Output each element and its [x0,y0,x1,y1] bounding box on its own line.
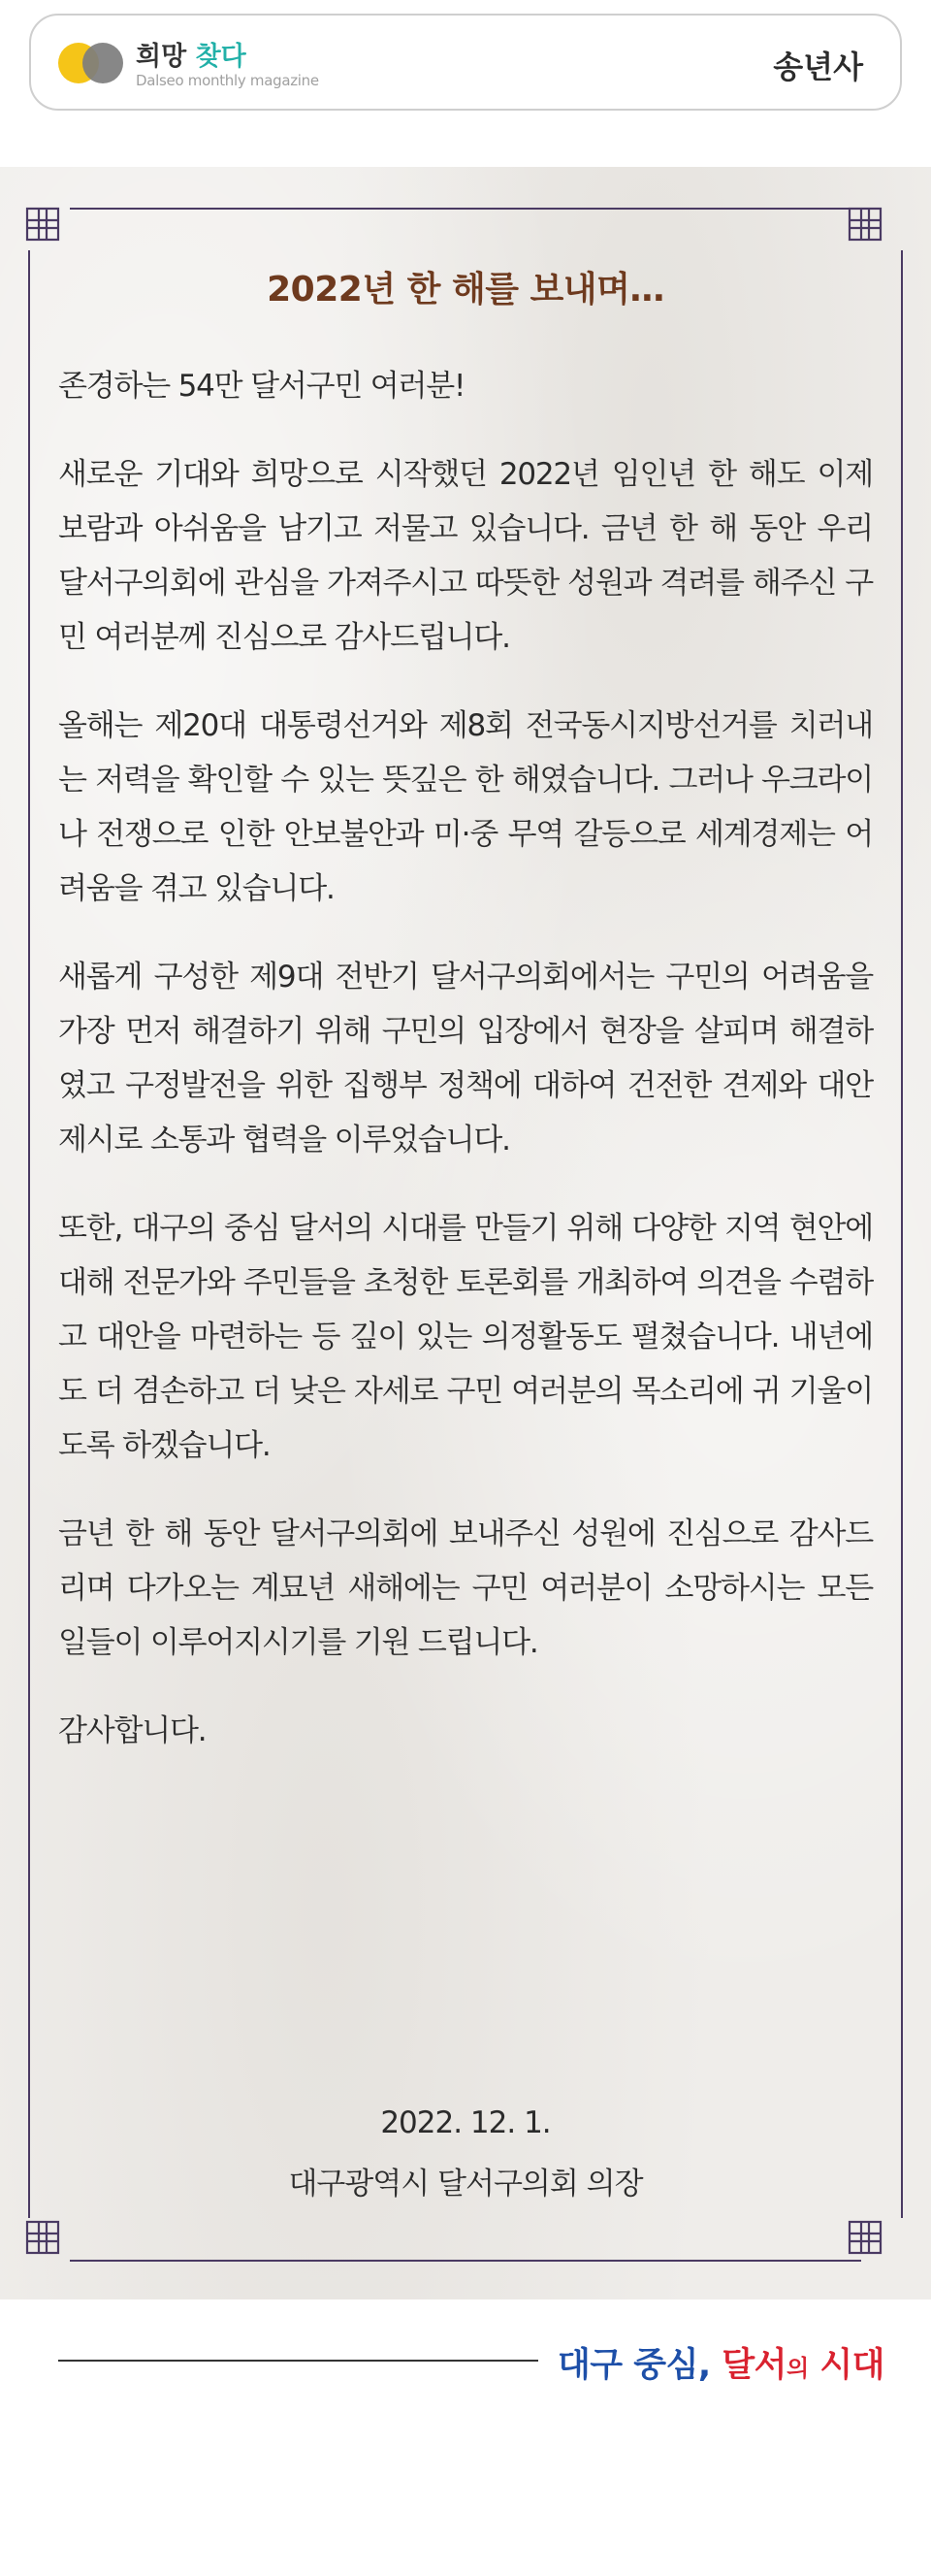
frame-right-line [901,250,903,2218]
corner-ornament-icon [842,2214,888,2261]
letter-date: 2022. 12. 1. [380,2105,551,2140]
footer-slogan [558,2338,884,2387]
logo-gray-circle-icon [82,43,123,83]
logo-title-part-b: 찾다 [195,42,246,72]
letter-paragraph: 새로운 기대와 희망으로 시작했던 2022년 임인년 한 해도 이제 보람과 아쉬움을 남기고 저물고 있습니다. 금년 한 해 동안 우리 달서구의회에 관심을 가져주시고 따뜻한 성원과 격려를 해주신 구민 여러분께 진심으로 감사드립니다. [58,457,873,655]
letter-closing: 감사합니다. [58,1713,207,1748]
slogan-part-b: 달서 [722,2346,787,2385]
letter-greeting: 존경하는 54만 달서구민 여러분! [58,369,466,404]
slogan-part-d: 시대 [819,2346,884,2385]
frame-top-line [70,208,861,210]
frame-left-line [28,250,30,2218]
header-bar [29,14,902,111]
letter-paragraph: 새롭게 구성한 제9대 전반기 달서구의회에서는 구민의 어려움을 가장 먼저 해결하기 위해 구민의 입장에서 현장을 살피며 해결하였고 구정발전을 위한 집행부 정책에 대하여 건전한 견제와 대안제시로 소통과 협력을 이루었습니다. [58,960,873,1158]
corner-ornament-icon [19,201,66,247]
letter-title: 2022년 한 해를 보내며… [267,270,664,310]
slogan-part-a: 대구 중심, [557,2346,711,2385]
footer-divider [58,2360,538,2362]
letter-signer: 대구광역시 달서구의회 의장 [288,2167,643,2201]
slogan-part-c: 의 [787,2355,809,2382]
letter-paragraph: 금년 한 해 동안 달서구의회에 보내주신 성원에 진심으로 감사드리며 다가오는 계묘년 새해에는 구민 여러분이 소망하시는 모든 일들이 이루어지시기를 기원 드립니다. [58,1516,873,1660]
logo-subtitle: Dalseo monthly magazine [136,72,319,89]
section-title: 송년사 [773,49,863,85]
corner-ornament-icon [842,201,888,247]
frame-bottom-line [70,2260,861,2262]
letter-body [58,359,873,1792]
corner-ornament-icon [19,2214,66,2261]
logo-title-part-a: 희망 [136,42,187,72]
letter-paragraph: 또한, 대구의 중심 달서의 시대를 만들기 위해 다양한 지역 현안에 대해 전문가와 주민들을 초청한 토론회를 개최하여 의견을 수렴하고 대안을 마련하는 등 깊이 있는 의정활동도 펼쳤습니다. 내년에도 더 겸손하고 더 낮은 자세로 구민 여러분의 목소리에 귀 기울이도록 하겠습니다. [58,1211,873,1463]
magazine-logo[interactable] [136,35,246,73]
letter-paragraph: 올해는 제20대 대통령선거와 제8회 전국동시지방선거를 치러내는 저력을 확인할 수 있는 뜻깊은 한 해였습니다. 그러나 우크라이나 전쟁으로 인한 안보불안과 미·중 무역 갈등으로 세계경제는 어려움을 겪고 있습니다. [58,708,873,906]
